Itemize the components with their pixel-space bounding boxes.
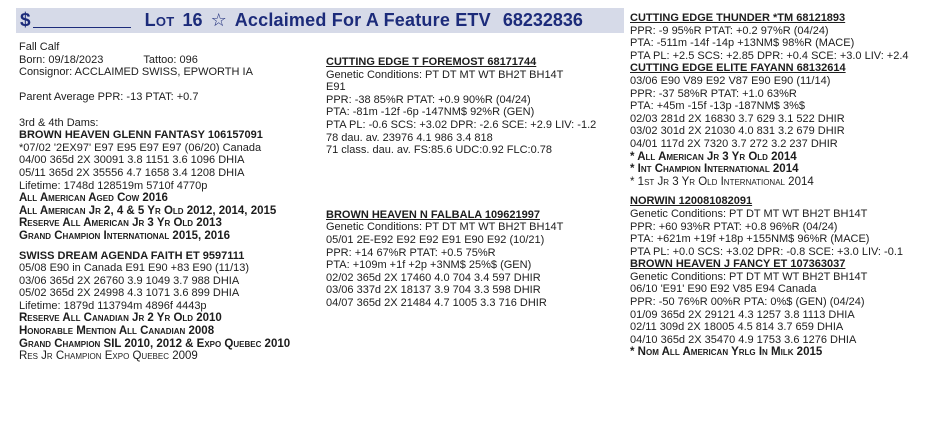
dam4-line: 03/06 365d 2X 26760 3.9 1049 3.7 988 DHIA bbox=[19, 274, 240, 287]
dam4-line: 05/08 E90 in Canada E91 E90 +83 E90 (11/13) bbox=[19, 262, 250, 275]
dam-falbala-line: PPR: +14 67%R PTAT: +0.5 75%R bbox=[326, 246, 496, 259]
dam-falbala-line: PTA: +109m +1f +2p +3NM$ 25%$ (GEN) bbox=[326, 259, 532, 272]
lot-header bbox=[16, 8, 624, 33]
lot-label: Lot bbox=[144, 10, 175, 30]
sire-foremost-line: 71 class. dau. av. FS:85.6 UDC:0.92 FLC:0.78 bbox=[326, 144, 553, 157]
dam3-line: 04/00 365d 2X 30091 3.8 1151 3.6 1096 DHIA bbox=[19, 154, 245, 167]
dam-falbala-line: 04/07 365d 2X 21484 4.7 1005 3.3 716 DHIR bbox=[326, 296, 547, 309]
column-sire-dam bbox=[326, 56, 596, 310]
animal-type: Fall Calf bbox=[19, 41, 60, 53]
sire-foremost-name: CUTTING EDGE T FOREMOST 68171744 bbox=[326, 56, 537, 68]
dam-falbala-line: Genetic Conditions: PT DT MT WT BH2T BH14T bbox=[326, 221, 564, 234]
dam4-line: Lifetime: 1879d 113794m 4896f 4443p bbox=[19, 299, 207, 312]
sire-foremost-line: PPR: -38 85%R PTAT: +0.9 90%R (04/24) bbox=[326, 93, 531, 106]
sire-foremost-line: Genetic Conditions: PT DT MT WT BH2T BH14T bbox=[326, 68, 564, 81]
dam-fancy-line: 04/10 365d 2X 35470 4.9 1753 3.6 1276 DHIA bbox=[630, 333, 857, 346]
dam-fayann-line: PTA: +45m -15f -13p -187NM$ 3%$ bbox=[630, 100, 805, 113]
dam-fancy-name: BROWN HEAVEN J FANCY ET 107363037 bbox=[630, 258, 846, 271]
dams-heading: 3rd & 4th Dams: bbox=[19, 116, 99, 129]
dam-fayann-line: PPR: -37 58%R PTAT: +1.0 63%R bbox=[630, 87, 797, 100]
sire-foremost-line: E91 bbox=[326, 81, 346, 94]
tattoo: Tattoo: 096 bbox=[143, 53, 198, 66]
dam-fancy-line: 06/10 'E91' E90 E92 V85 E94 Canada bbox=[630, 283, 817, 296]
sire-norwin-line: PPR: +60 93%R PTAT: +0.8 96%R (04/24) bbox=[630, 220, 838, 233]
dam3-award: Grand Champion International 2015, 2016 bbox=[19, 229, 230, 242]
sire-norwin-line: PTA: +621m +19f +18p +155NM$ 96%R (MACE) bbox=[630, 233, 870, 246]
dam-fayann-award: * All American Jr 3 Yr Old 2014 bbox=[630, 150, 797, 163]
lot-title: Acclaimed For A Feature ETV bbox=[234, 10, 491, 30]
dam4-line: 05/02 365d 2X 24998 4.3 1071 3.6 899 DHIA bbox=[19, 287, 240, 300]
sire-norwin-name: NORWIN 120081082091 bbox=[630, 195, 753, 208]
dam-fayann-line: 04/01 117d 2X 7320 3.7 272 3.2 237 DHIR bbox=[630, 137, 838, 150]
dam-fayann-award: * Int Champion International 2014 bbox=[630, 163, 799, 176]
dam4-award: Honorable Mention All Canadian 2008 bbox=[19, 325, 215, 338]
sire-norwin-line: PTA PL: +0.0 SCS: +3.02 DPR: -0.8 SCE: +3.0 LIV: -0.1 bbox=[630, 245, 904, 258]
dam4-award: Grand Champion SIL 2010, 2012 & Expo Quebec 2010 bbox=[19, 337, 291, 350]
dam-fayann-name: CUTTING EDGE ELITE FAYANN 68132614 bbox=[630, 62, 846, 75]
dam-fayann-line: 03/06 E90 V89 E92 V87 E90 E90 (11/14) bbox=[630, 74, 831, 87]
price-blank-line bbox=[33, 13, 131, 28]
price-dollar-sign: $ bbox=[20, 9, 31, 31]
dam-falbala-name: BROWN HEAVEN N FALBALA 109621997 bbox=[326, 208, 540, 221]
dam-fancy-award: * Nom All American Yrlg In Milk 2015 bbox=[630, 346, 823, 359]
column-grandparents bbox=[630, 12, 909, 359]
dam-falbala-line: 03/06 337d 2X 18137 3.9 704 3.3 598 DHIR bbox=[326, 284, 541, 297]
sire-foremost-line: 78 dau. av. 23976 4.1 986 3.4 818 bbox=[326, 131, 493, 144]
dam-fayann-award: * 1st Jr 3 Yr Old International 2014 bbox=[630, 175, 814, 188]
dam-falbala-line: 05/01 2E-E92 E92 E92 E91 E90 E92 (10/21) bbox=[326, 233, 545, 246]
sire-thunder-line: PTA: -511m -14f -14p +13NM$ 98%R (MACE) bbox=[630, 37, 855, 50]
dam-falbala-line: 02/02 365d 2X 17460 4.0 704 3.4 597 DHIR bbox=[326, 271, 541, 284]
dam-fayann-line: 02/03 281d 2X 16830 3.7 629 3.1 522 DHIR bbox=[630, 112, 845, 125]
dam-fayann-line: 03/02 301d 2X 21030 4.0 831 3.2 679 DHIR bbox=[630, 125, 845, 138]
sire-norwin-line: Genetic Conditions: PT DT MT WT BH2T BH14T bbox=[630, 207, 868, 220]
column-animal-info bbox=[19, 41, 290, 363]
dam-fancy-line: Genetic Conditions: PT DT MT WT BH2T BH14T bbox=[630, 270, 868, 283]
lot-registration-id: 68232836 bbox=[502, 10, 583, 30]
sire-thunder-name: CUTTING EDGE THUNDER *TM 68121893 bbox=[630, 12, 846, 24]
parent-average: Parent Average PPR: -13 PTAT: +0.7 bbox=[19, 91, 199, 104]
sire-foremost-line: PTA PL: -0.6 SCS: +3.02 DPR: -2.6 SCE: +2.9 LIV: -1.2 bbox=[326, 118, 597, 131]
sire-thunder-line: PPR: -9 95%R PTAT: +0.2 97%R (04/24) bbox=[630, 24, 829, 37]
dam3-line: Lifetime: 1748d 128519m 5710f 4770p bbox=[19, 179, 208, 192]
born-date: Born: 09/18/2023 bbox=[19, 53, 104, 66]
consignor: Consignor: ACCLAIMED SWISS, EPWORTH IA bbox=[19, 66, 253, 79]
dam-fancy-line: 01/09 365d 2X 29121 4.3 1257 3.8 1113 DHIA bbox=[630, 308, 855, 321]
dam3-award: All American Aged Cow 2016 bbox=[19, 192, 168, 205]
dam3-name: BROWN HEAVEN GLENN FANTASY 106157091 bbox=[19, 129, 263, 142]
dam4-name: SWISS DREAM AGENDA FAITH ET 9597111 bbox=[19, 249, 245, 262]
star-icon: ☆ bbox=[210, 10, 227, 30]
dam3-award: All American Jr 2, 4 & 5 Yr Old 2012, 2014, 2015 bbox=[19, 204, 277, 217]
dam-fancy-line: PPR: -50 76%R 00%R PTA: 0%$ (GEN) (04/24) bbox=[630, 296, 865, 309]
dam4-award: Reserve All Canadian Jr 2 Yr Old 2010 bbox=[19, 312, 222, 325]
dam3-line: 05/11 365d 2X 35556 4.7 1658 3.4 1208 DHIA bbox=[19, 166, 245, 179]
birth-tattoo-line bbox=[19, 54, 290, 67]
dam3-award: Reserve All American Jr 3 Yr Old 2013 bbox=[19, 217, 222, 230]
sire-foremost-line: PTA: -81m -12f -6p -147NM$ 92%R (GEN) bbox=[326, 106, 535, 119]
dam-fancy-line: 02/11 309d 2X 18005 4.5 814 3.7 659 DHIA bbox=[630, 321, 844, 334]
dam3-line: *07/02 '2EX97' E97 E95 E97 E97 (06/20) Canada bbox=[19, 141, 262, 154]
sire-thunder-line: PTA PL: +2.5 SCS: +2.85 DPR: +0.4 SCE: +3.0 LIV: +2.4 bbox=[630, 49, 909, 62]
lot-number: 16 bbox=[182, 10, 203, 30]
dam4-award: Res Jr Champion Expo Quebec 2009 bbox=[19, 350, 198, 363]
